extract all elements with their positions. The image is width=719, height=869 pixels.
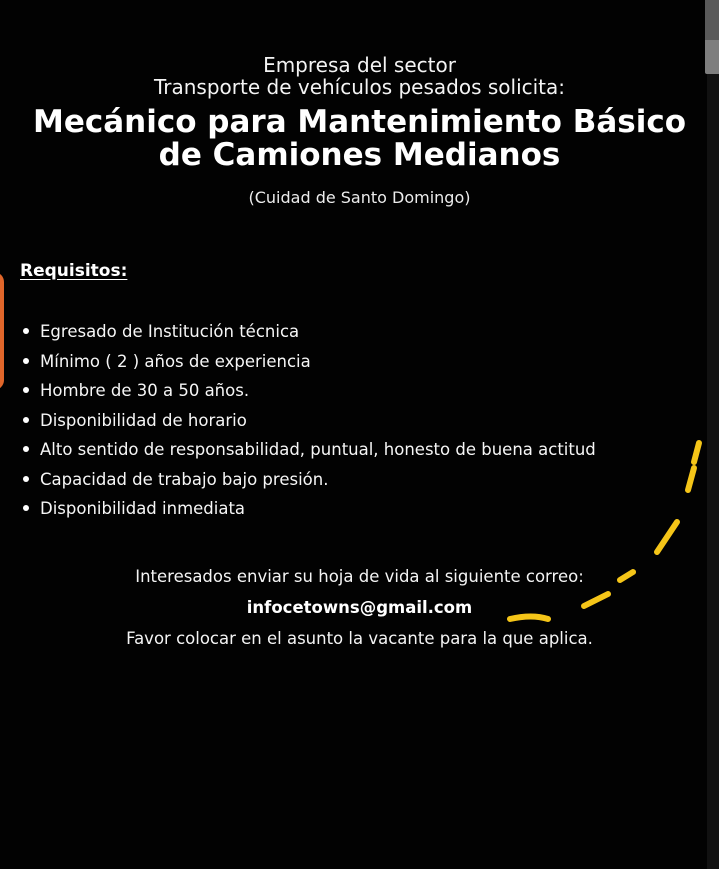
bullet-icon xyxy=(23,446,29,452)
requirement-item xyxy=(20,376,596,406)
job-title xyxy=(0,106,719,172)
bullet-icon xyxy=(23,417,29,423)
bullet-icon xyxy=(23,476,29,482)
highlight-stroke xyxy=(657,522,677,552)
job-title-line-2: de Camiones Medianos xyxy=(158,137,561,173)
requirement-text: Mínimo ( 2 ) años de experiencia xyxy=(40,351,311,371)
requirement-text: Hombre de 30 a 50 años. xyxy=(40,381,250,400)
requirements-heading: Requisitos: xyxy=(20,261,128,281)
corner-overlay-dark xyxy=(705,0,719,40)
requirement-item xyxy=(20,435,596,465)
company-line-1: Empresa del sector xyxy=(263,53,456,77)
requirement-item xyxy=(20,465,596,495)
bullet-icon xyxy=(23,358,29,364)
job-location: (Cuidad de Santo Domingo) xyxy=(248,188,471,207)
contact-note: Favor colocar en el asunto la vacante para la que aplica. xyxy=(126,629,593,648)
requirement-item xyxy=(20,317,596,347)
bullet-icon xyxy=(23,505,29,511)
company-line-2: Transporte de vehículos pesados solicita: xyxy=(153,75,566,99)
requirement-text: Capacidad de trabajo bajo presión. xyxy=(40,469,329,489)
requirement-text: Alto sentido de responsabilidad, puntual, honesto de buena actitud xyxy=(40,440,596,459)
highlight-stroke xyxy=(694,443,699,462)
contact-instruction: Interesados enviar su hoja de vida al siguiente correo: xyxy=(135,567,584,586)
requirement-text: Disponibilidad de horario xyxy=(40,410,247,430)
bullet-icon xyxy=(23,387,29,393)
requirement-text: Egresado de Institución técnica xyxy=(40,322,300,341)
requirement-item xyxy=(20,406,596,436)
requirement-text: Disponibilidad inmediata xyxy=(40,499,246,518)
requirement-item xyxy=(20,347,596,377)
contact-section xyxy=(0,561,719,654)
requirement-item xyxy=(20,494,596,524)
requirements-list xyxy=(20,317,596,524)
left-edge-accent xyxy=(0,272,4,390)
contact-email[interactable]: infocetowns@gmail.com xyxy=(246,598,473,617)
posting-header xyxy=(0,54,719,208)
bullet-icon xyxy=(23,328,29,334)
job-title-line-1: Mecánico para Mantenimiento Básico xyxy=(32,104,687,140)
highlight-stroke xyxy=(688,468,694,490)
